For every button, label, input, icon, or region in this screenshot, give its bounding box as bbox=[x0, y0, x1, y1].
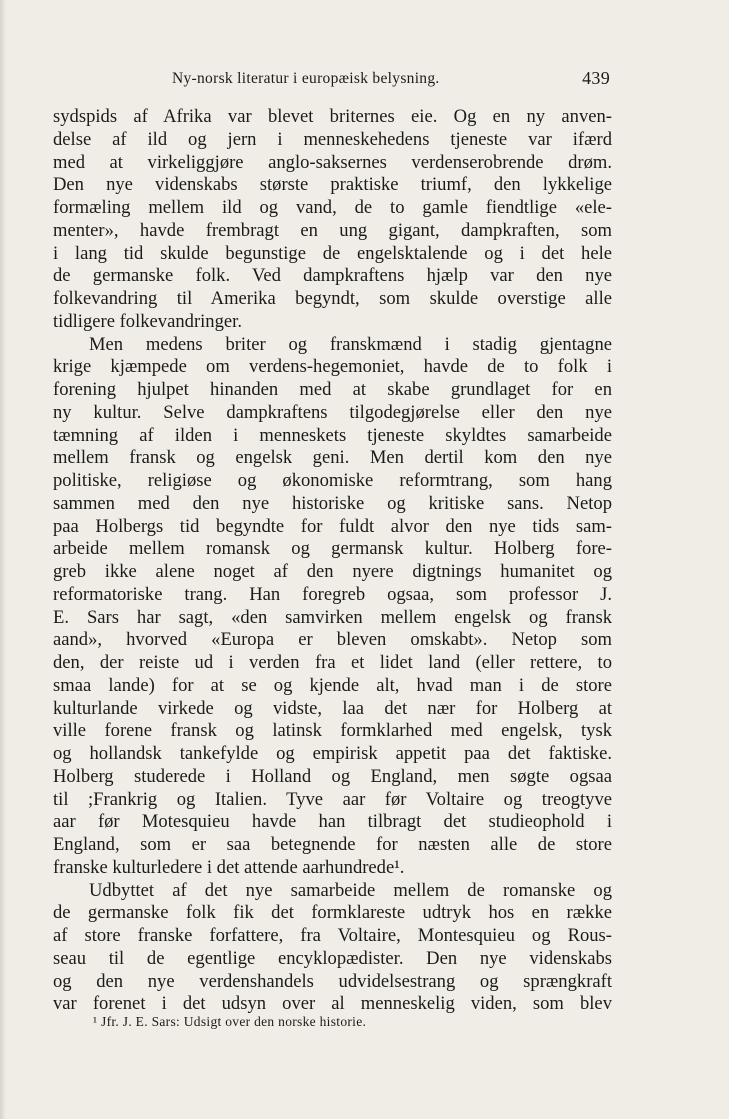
text-line: i lang tid skulde begunstige de engelsktalende og i det hele bbox=[53, 242, 612, 264]
text-line: smaa lande) for at se og kjende alt, hvad man i de store bbox=[53, 674, 612, 696]
text-line: greb ikke alene noget af den nyere digtnings humanitet og bbox=[53, 561, 612, 582]
text-line: paa Holbergs tid begyndte for fuldt alvor den nye tids sam- bbox=[53, 515, 612, 537]
text-line: reformatoriske trang. Han foregreb ogsaa, som professor J. bbox=[53, 583, 612, 605]
text-line: forening hjulpet hinanden med at skabe grundlaget for en bbox=[53, 379, 612, 400]
text-line: til ;Frankrig og Italien. Tyve aar før Voltaire og treogtyve bbox=[53, 788, 612, 810]
text-line: ville forene fransk og latinsk formklarhed med engelsk, tysk bbox=[53, 720, 612, 742]
text-line: ny kultur. Selve dampkraftens tilgodegjørelse eller den nye bbox=[53, 401, 612, 423]
body-text bbox=[53, 106, 612, 1016]
text-line: Udbyttet af det nye samarbeide mellem de romanske og bbox=[89, 879, 612, 901]
text-line: de germanske folk. Ved dampkraftens hjælp var den nye bbox=[53, 265, 612, 287]
text-line: krige kjæmpede om verdens-hegemoniet, havde de to folk i bbox=[53, 356, 612, 378]
text-line: og hollandsk tankefylde og empirisk appetit paa det faktiske. bbox=[53, 743, 612, 764]
text-line: den, der reiste ud i verden fra et lidet land (eller rettere, to bbox=[53, 652, 612, 673]
text-line: England, som er saa betegnende for næsten alle de store bbox=[53, 834, 612, 855]
text-line: franske kulturledere i det attende aarhundrede¹. bbox=[53, 856, 405, 878]
text-line: sammen med den nye historiske og kritiske sans. Netop bbox=[53, 492, 612, 514]
text-line: de germanske folk fik det formklareste udtryk hos en række bbox=[53, 902, 612, 924]
page-number: 439 bbox=[582, 68, 610, 88]
text-line: delse af ild og jern i menneskehedens tjeneste var ifærd bbox=[53, 128, 612, 150]
text-line: Den nye videnskabs største praktiske triumf, den lykkelige bbox=[53, 174, 612, 196]
text-line: seau til de egentlige encyklopædister. Den nye videnskabs bbox=[53, 947, 612, 969]
text-line: tæmning af ilden i menneskets tjeneste skyldtes samarbeide bbox=[53, 424, 612, 446]
paragraph bbox=[53, 106, 612, 334]
text-line: aar før Motesquieu havde han tilbragt det studieophold i bbox=[53, 811, 612, 833]
text-line: var forenet i det udsyn over al menneskelig viden, som blev bbox=[53, 993, 612, 1015]
text-line: E. Sars har sagt, «den samvirken mellem engelsk og fransk bbox=[53, 606, 612, 628]
text-line: og den nye verdenshandels udvidelsestrang og sprængkraft bbox=[53, 970, 612, 992]
text-line: folkevandring til Amerika begyndt, som skulde overstige alle bbox=[53, 288, 612, 309]
text-line: menter», havde frembragt en ung gigant, dampkraften, som bbox=[53, 219, 612, 241]
text-line: af store franske forfattere, fra Voltaire, Montesquieu og Rous- bbox=[53, 925, 612, 946]
footnote: ¹ Jfr. J. E. Sars: Udsigt over den norske historie. bbox=[93, 1014, 367, 1029]
text-line: kulturlande virkede og vidste, laa det nær for Holberg at bbox=[53, 697, 612, 719]
page-header bbox=[172, 70, 610, 92]
text-line: formæling mellem ild og vand, de to gamle fiendtlige «ele- bbox=[53, 197, 612, 218]
text-line: tidligere folkevandringer. bbox=[53, 310, 242, 332]
page-edge-shadow bbox=[0, 0, 6, 1119]
paragraph bbox=[53, 334, 612, 880]
text-line: mellem fransk og engelsk geni. Men dertil kom den nye bbox=[53, 447, 612, 469]
text-line: politiske, religiøse og økonomiske reformtrang, som hang bbox=[53, 470, 612, 491]
running-title: Ny-norsk literatur i europæisk belysning. bbox=[172, 70, 440, 87]
paragraph bbox=[53, 880, 612, 1017]
text-line: aand», hvorved «Europa er bleven omskabt». Netop som bbox=[53, 629, 612, 651]
text-line: Holberg studerede i Holland og England, men søgte ogsaa bbox=[53, 765, 612, 787]
text-line: med at virkeliggjøre anglo-saksernes verdenserobrende drøm. bbox=[53, 151, 612, 173]
text-line: sydspids af Afrika var blevet briternes eie. Og en ny anven- bbox=[53, 106, 612, 127]
text-line: Men medens briter og franskmænd i stadig gjentagne bbox=[89, 333, 612, 355]
text-line: arbeide mellem romansk og germansk kultur. Holberg fore- bbox=[53, 538, 612, 560]
